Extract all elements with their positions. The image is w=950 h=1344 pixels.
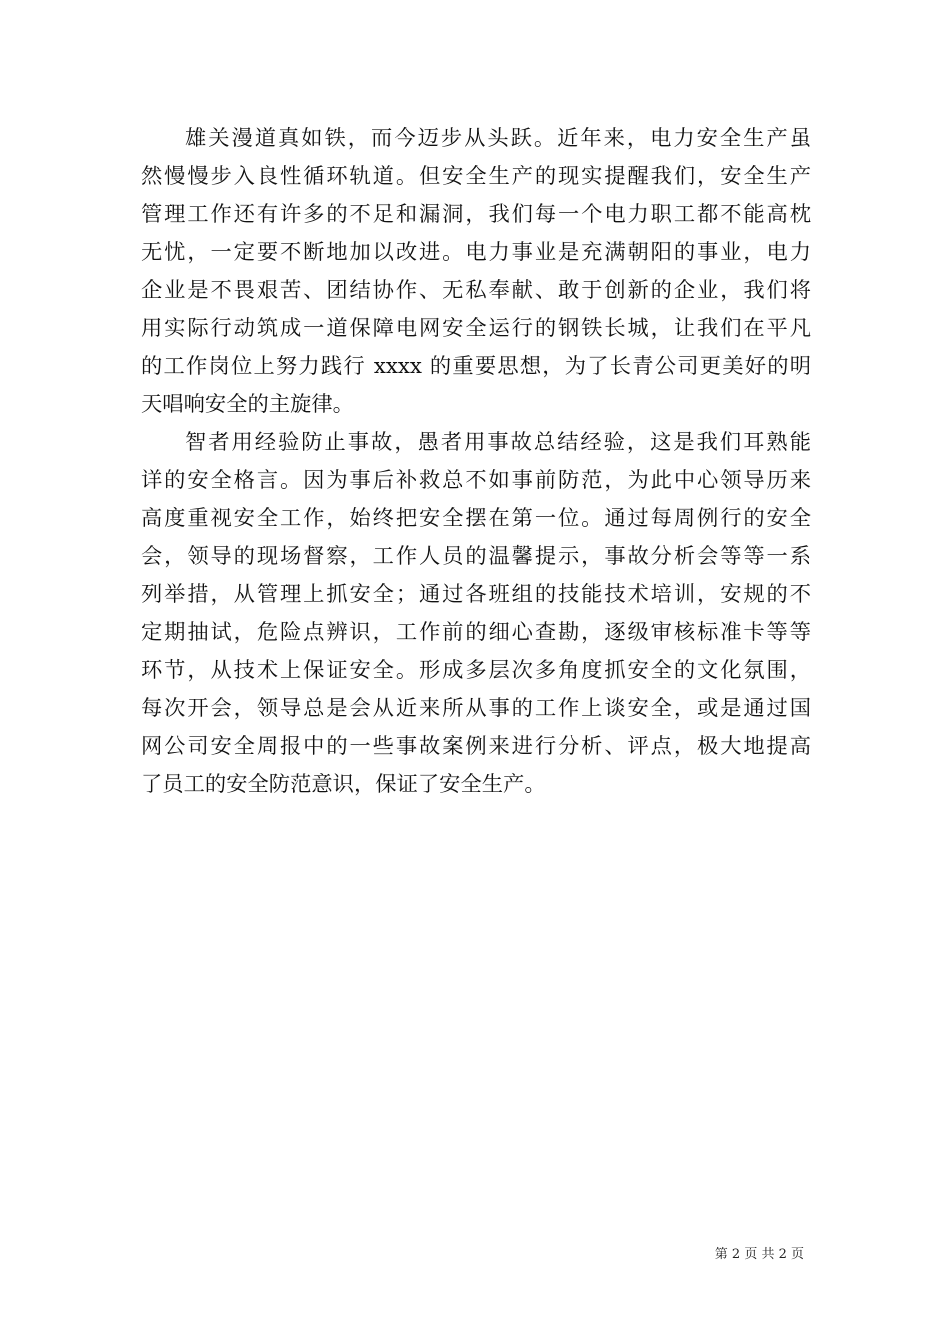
paragraph-line: 天唱响安全的主旋律。	[141, 392, 354, 417]
paragraph-line: 企业是不畏艰苦、团结协作、无私奉献、敢于创新的企业，我们将	[141, 278, 811, 303]
paragraph-line: 高度重视安全工作，始终把安全摆在第一位。通过每周例行的安全	[141, 506, 811, 531]
paragraph-line: 智者用经验防止事故，愚者用事故总结经验，这是我们耳熟能	[185, 430, 811, 455]
paragraph-line: 管理工作还有许多的不足和漏洞，我们每一个电力职工都不能高枕	[141, 202, 811, 227]
paragraph-2	[141, 424, 811, 804]
paragraph-line: 然慢慢步入良性循环轨道。但安全生产的现实提醒我们，安全生产	[141, 164, 811, 189]
paragraph-line: 的工作岗位上努力践行 xxxx 的重要思想，为了长青公司更美好的明	[141, 354, 811, 379]
paragraph-line: 定期抽试，危险点辨识，工作前的细心查勘，逐级审核标准卡等等	[141, 620, 811, 645]
paragraph-line: 了员工的安全防范意识，保证了安全生产。	[141, 772, 546, 797]
paragraph-line: 无忧，一定要不断地加以改进。电力事业是充满朝阳的事业，电力	[141, 240, 811, 265]
paragraph-1	[141, 120, 811, 424]
body-text	[141, 120, 811, 804]
paragraph-line: 会，领导的现场督察，工作人员的温馨提示，事故分析会等等一系	[141, 544, 811, 569]
paragraph-line: 详的安全格言。因为事后补救总不如事前防范，为此中心领导历来	[141, 468, 811, 493]
paragraph-line: 用实际行动筑成一道保障电网安全运行的钢铁长城，让我们在平凡	[141, 316, 811, 341]
paragraph-line: 网公司安全周报中的一些事故案例来进行分析、评点，极大地提高	[141, 734, 811, 759]
paragraph-line: 环节，从技术上保证安全。形成多层次多角度抓安全的文化氛围，	[141, 658, 811, 683]
paragraph-line: 列举措，从管理上抓安全；通过各班组的技能技术培训，安规的不	[141, 582, 811, 607]
paragraph-line: 每次开会，领导总是会从近来所从事的工作上谈安全，或是通过国	[141, 696, 811, 721]
page-number-footer: 第 2 页 共 2 页	[714, 1247, 804, 1262]
paragraph-line: 雄关漫道真如铁，而今迈步从头跃。近年来，电力安全生产虽	[185, 126, 811, 151]
